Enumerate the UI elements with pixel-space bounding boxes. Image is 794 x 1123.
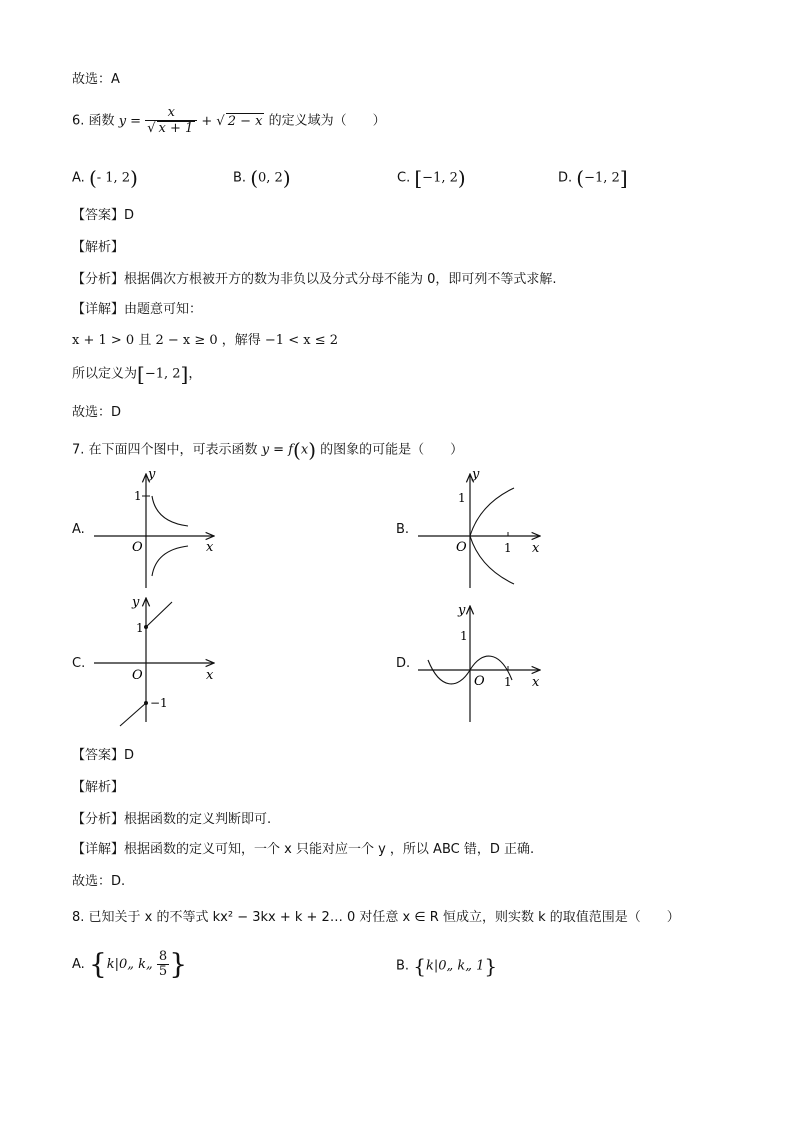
q6-analysis-title: 【解析】 [72, 240, 125, 255]
q6-answer: 【答案】D [72, 208, 135, 223]
graph-b-y-label: y [472, 467, 480, 482]
graph-b-x-label: x [532, 541, 540, 556]
q6-prefix: 6. 函数 [72, 113, 115, 129]
graph-d [414, 598, 554, 728]
graph-d-origin: O [474, 674, 485, 689]
q6-option-b[interactable]: B. (0, 2) [233, 166, 291, 190]
q7-answer: 【答案】D [72, 748, 135, 763]
q6-option-b-value: 0, 2 [258, 170, 283, 186]
graph-c [90, 592, 230, 732]
graph-b-one-y: 1 [458, 491, 466, 505]
graph-c-line-lower [120, 703, 146, 726]
q6-option-c[interactable]: C. [−1, 2) [397, 166, 466, 190]
graph-b-origin: O [456, 540, 467, 555]
graph-d-x-label: x [532, 675, 540, 690]
q8-option-a-fraction: $\frac{8}{5}$ [158, 949, 168, 979]
graph-a-y-label: y [148, 467, 156, 482]
graph-d-label: D. [396, 656, 411, 671]
q8-option-b-body: k|0„ k„ 1 [425, 958, 485, 974]
q8-option-a[interactable]: A. {k|0„ k„ $\frac{8}{5}$ } [72, 947, 188, 981]
graph-c-origin: O [132, 668, 143, 683]
q6-option-c-value: −1, 2 [422, 170, 458, 186]
graph-c-label: C. [72, 656, 86, 671]
q7-stem: 7. 在下面四个图中，可表示函数 y = f(x) 的图象的可能是（ ） [72, 438, 464, 462]
q8-stem: 8. 已知关于 x 的不等式 kx² − 3kx + k + 2… 0 对任意 x ∈ R 恒成立，则实数 k 的取值范围是（ ） [72, 910, 680, 925]
q6-step2: 所以定义为[−1, 2]， [72, 362, 202, 386]
q8-option-a-body: k|0„ k„ [106, 957, 153, 972]
q6-choice: 故选：D [72, 405, 122, 420]
graph-b-label: B. [396, 522, 410, 537]
graph-a-origin: O [132, 540, 143, 555]
graph-d-one-x: 1 [504, 675, 512, 689]
graph-a [90, 464, 230, 594]
graph-b-one-x: 1 [504, 541, 512, 555]
graph-a-one: 1 [134, 489, 142, 503]
q7-fenxi: 【分析】根据函数的定义判断即可. [72, 812, 272, 827]
graph-c-y-label: y [132, 595, 140, 610]
graph-c-one: 1 [136, 621, 144, 635]
graph-d-one-y: 1 [460, 629, 468, 643]
q7-xiangjie: 【详解】根据函数的定义可知，一个 x 只能对应一个 y ，所以 ABC 错，D 正确. [72, 842, 535, 857]
graph-c-line-upper [146, 602, 172, 627]
q6-option-a[interactable]: A. (- 1, 2) [72, 166, 138, 190]
q6-xiangjie: 【详解】由题意可知： [72, 302, 203, 317]
q6-fenxi: 【分析】根据偶次方根被开方的数为非负以及分式分母不能为 0，即可列不等式求解. [72, 272, 557, 287]
q6-fraction: $\frac{x}{√ x + 1}$ [145, 106, 197, 136]
graph-a-curve-lower [152, 546, 188, 576]
q6-step1: x + 1 > 0 且 2 − x ≥ 0 ，解得 −1 < x ≤ 2 [72, 333, 338, 348]
graph-a-curve-upper [152, 496, 188, 526]
graph-d-y-label: y [458, 603, 466, 618]
q6-option-a-value: - 1, 2 [96, 170, 131, 186]
q6-stem [72, 106, 386, 136]
q8-option-b[interactable]: B. {k|0„ k„ 1} [396, 954, 498, 978]
q6-suffix: 的定义域为（ ） [268, 113, 386, 129]
graph-a-x-label: x [206, 540, 214, 555]
graph-c-neg-one: −1 [150, 696, 168, 710]
graph-b [414, 464, 554, 594]
q6-option-d-value: −1, 2 [584, 170, 620, 186]
q7-analysis-title: 【解析】 [72, 780, 125, 795]
q7-choice: 故选：D. [72, 874, 126, 889]
graph-a-label: A. [72, 522, 85, 537]
q5-choice: 故选：A [72, 72, 120, 87]
q6-option-d[interactable]: D. (−1, 2] [558, 166, 628, 190]
graph-c-x-label: x [206, 668, 214, 683]
q6-formula: y = $\frac{x}{√ x + 1}$ + √ 2 − x [118, 105, 263, 136]
